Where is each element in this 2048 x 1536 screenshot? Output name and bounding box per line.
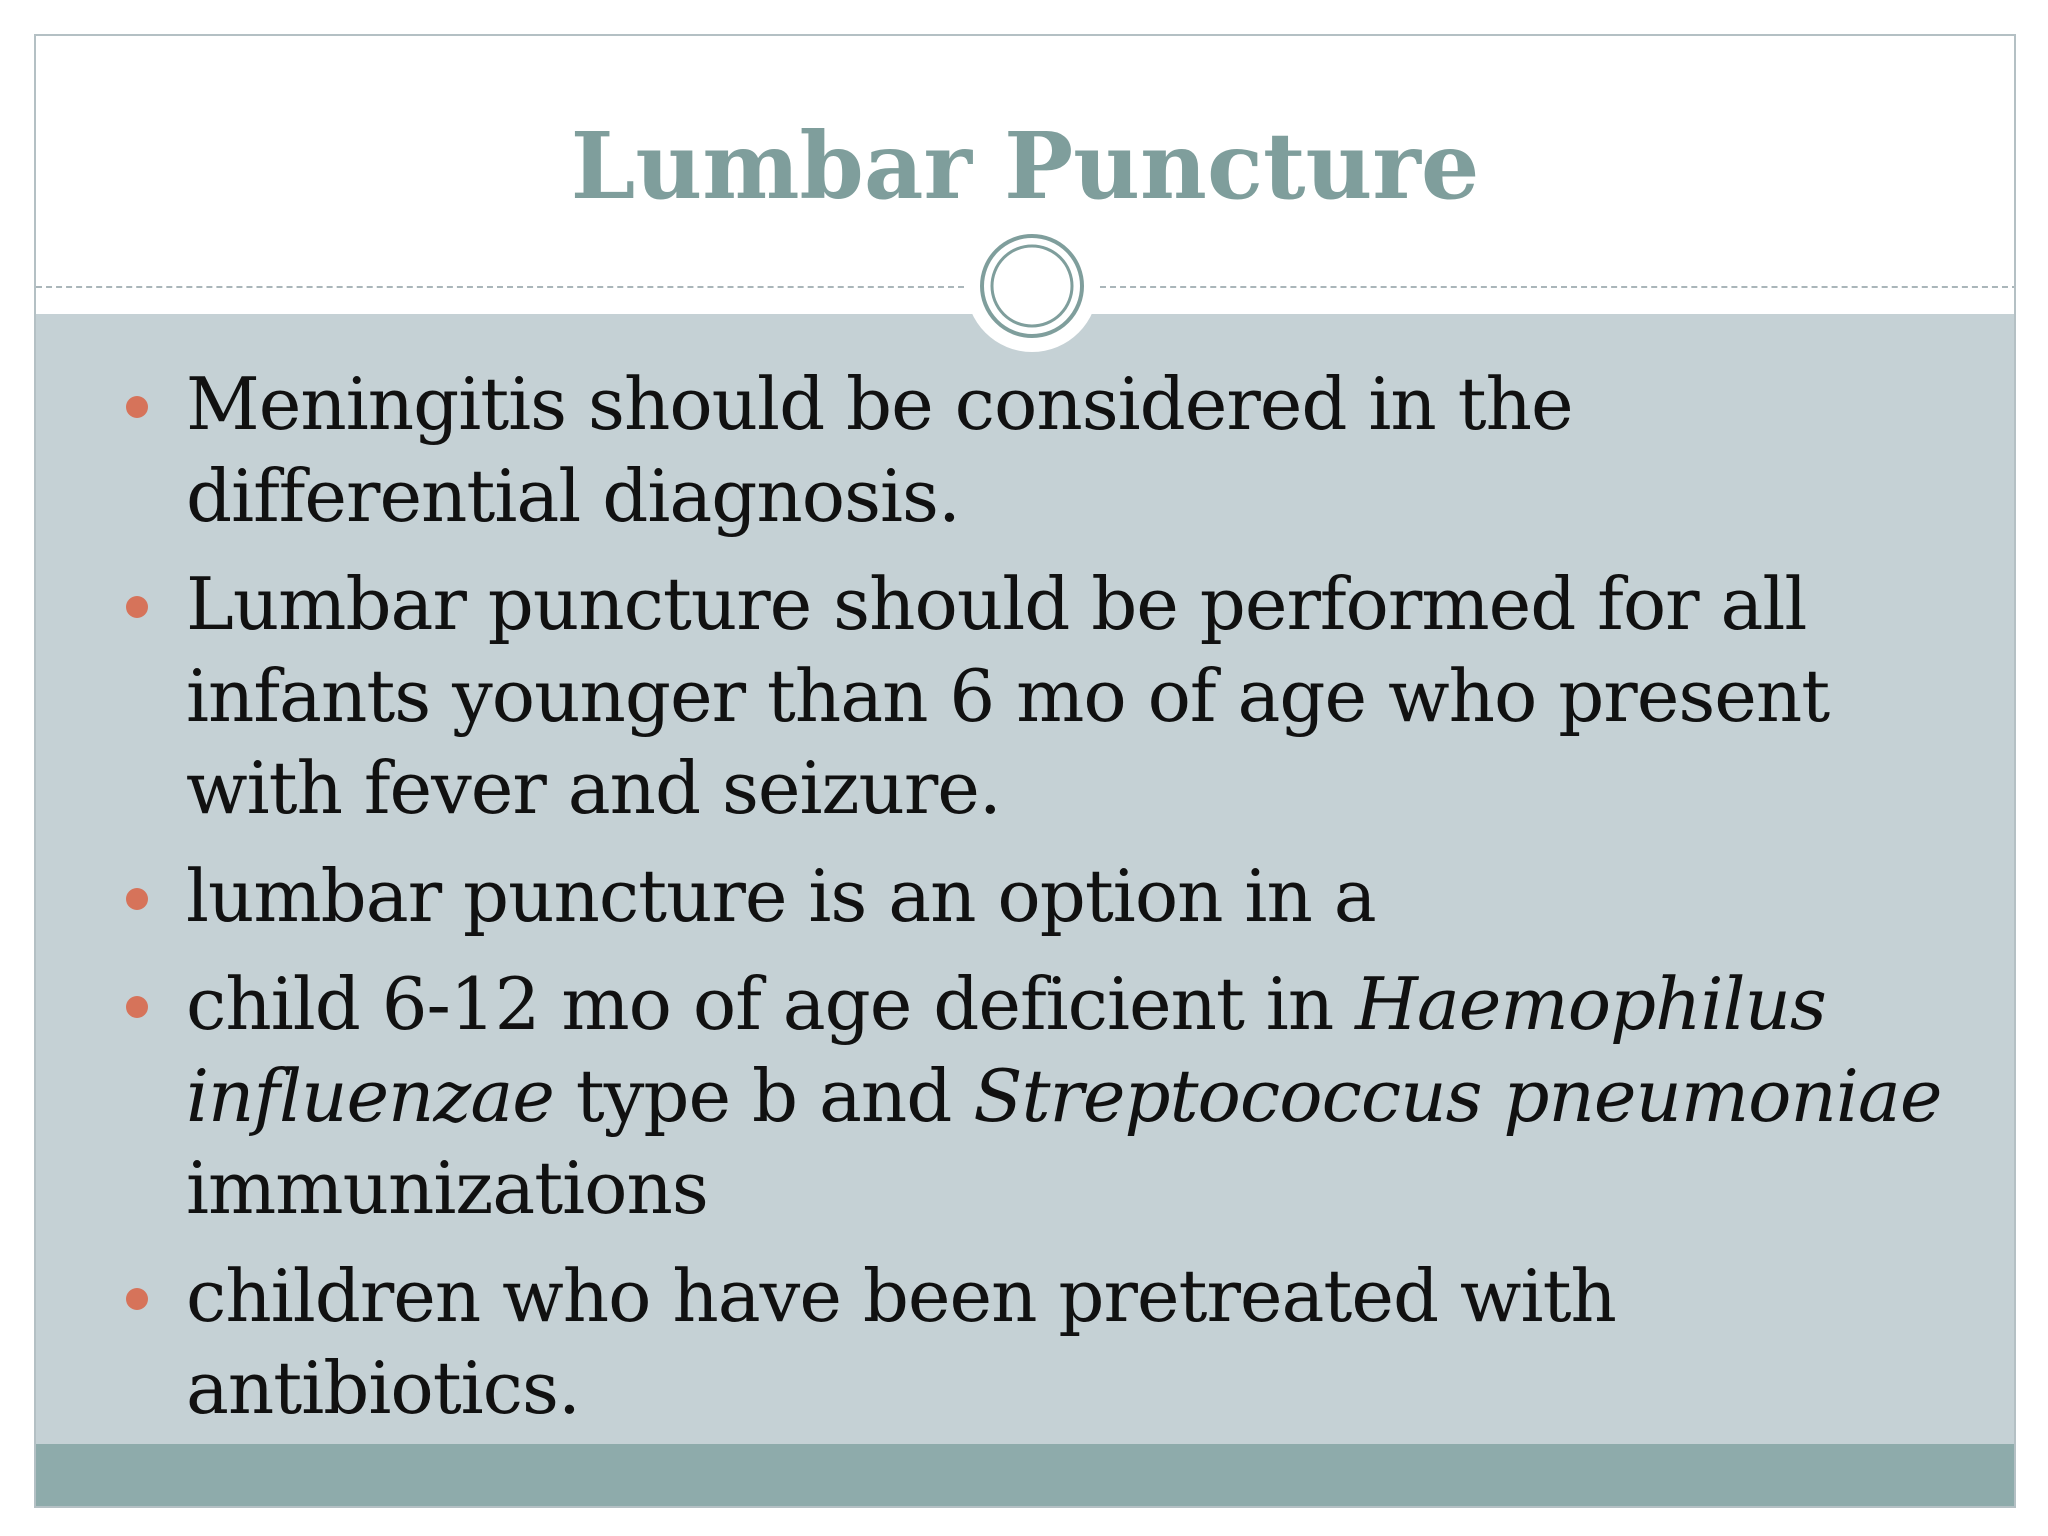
bullet-text xyxy=(186,962,1941,1230)
bullet-segment-italic: Haemophilus influenzae xyxy=(186,962,1826,1138)
bullet-list xyxy=(96,358,1976,1450)
bullet-item xyxy=(96,958,1976,1234)
ring-ornament-icon xyxy=(976,230,1088,342)
bullet-segment: type b and xyxy=(553,1054,974,1138)
bullet-text xyxy=(186,1254,1616,1430)
bullet-text xyxy=(186,562,1829,830)
bullet-item xyxy=(96,358,1976,542)
bullet-segment: Lumbar puncture should be performed for all infants younger than 6 mo of age who present with fever and seizure. xyxy=(186,562,1830,830)
bullet-item xyxy=(96,1250,1976,1434)
slide xyxy=(34,34,2016,1508)
bullet-segment: immunizations xyxy=(186,1146,708,1230)
bullet-segment: lumbar puncture is an option in a xyxy=(186,854,1376,938)
bullet-dot-icon xyxy=(126,396,148,418)
bullet-dot-icon xyxy=(126,888,148,910)
bullet-segment: Meningitis should be considered in the differential diagnosis. xyxy=(186,362,1573,538)
bullet-segment: child 6-12 mo of age deficient in xyxy=(186,962,1356,1046)
bullet-segment: children who have been pretreated with antibiotics. xyxy=(186,1254,1616,1430)
bullet-text xyxy=(186,854,1376,938)
bullet-dot-icon xyxy=(126,596,148,618)
bullet-item xyxy=(96,558,1976,834)
slide-title: Lumbar Puncture xyxy=(570,112,1480,220)
bullet-item xyxy=(96,850,1976,942)
bullet-dot-icon xyxy=(126,996,148,1018)
footer-bar xyxy=(36,1444,2014,1508)
bullet-segment-italic: Streptococcus pneumoniae xyxy=(973,1054,1942,1138)
title-divider-left xyxy=(36,286,964,288)
bullet-dot-icon xyxy=(126,1288,148,1310)
title-divider-right xyxy=(1100,286,2016,288)
bullet-text xyxy=(186,362,1573,538)
